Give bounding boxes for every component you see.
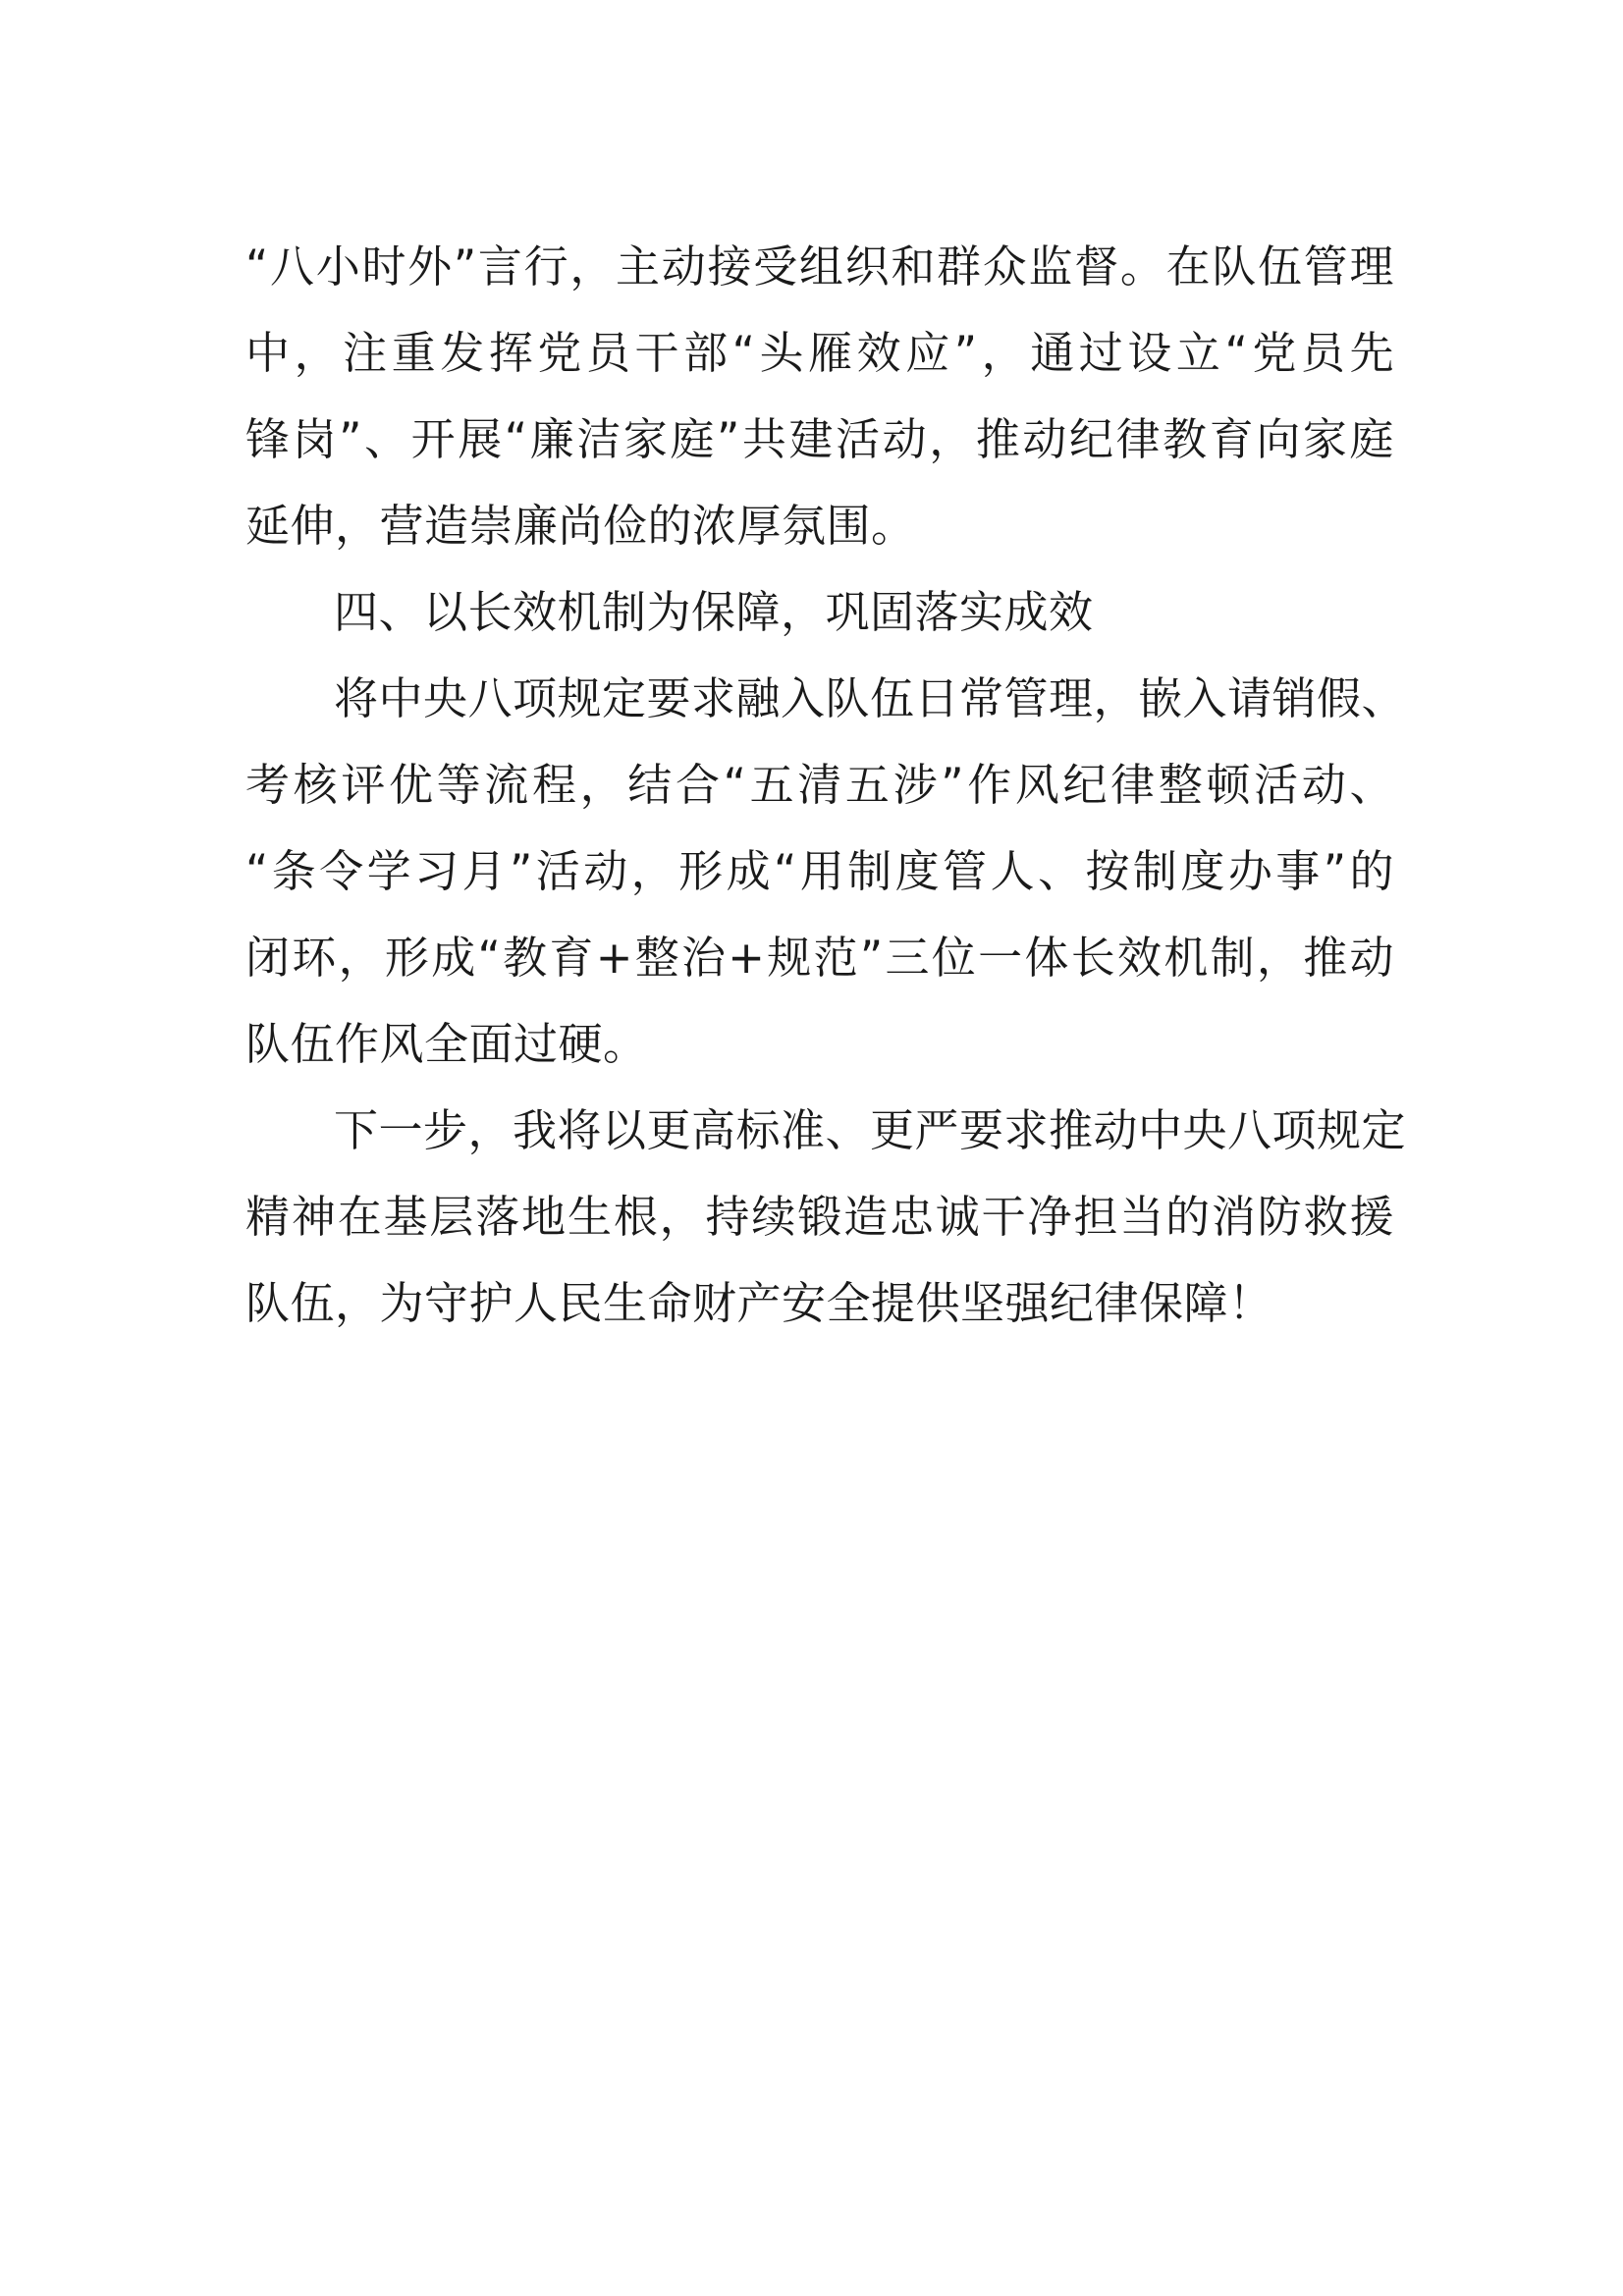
paragraph-supervision <box>245 224 1394 569</box>
text-line: 下一步，我将以更高标准、更严要求推动中央八项规定 <box>334 1104 1407 1156</box>
text-line: 精神在基层落地生根，持续锻造忠诚干净担当的消防救援 <box>245 1191 1394 1243</box>
section-heading-4: 四、以长效机制为保障，巩固落实成效 <box>334 586 1094 638</box>
text-line: 中，注重发挥党员干部“头雁效应”，通过设立“党员先 <box>245 327 1394 379</box>
text-line: 考核评优等流程，结合“五清五涉”作风纪律整顿活动、 <box>245 759 1394 811</box>
text-line: 延伸，营造崇廉尚俭的浓厚氛围。 <box>245 500 916 552</box>
text-line: 闭环，形成“教育+整治+规范”三位一体长效机制，推动 <box>245 932 1394 984</box>
text-line: “条令学习月”活动，形成“用制度管人、按制度办事”的 <box>245 845 1394 897</box>
text-line: 锋岗”、开展“廉洁家庭”共建活动，推动纪律教育向家庭 <box>245 413 1394 465</box>
text-line: 队伍作风全面过硬。 <box>245 1018 648 1070</box>
text-line: 将中央八项规定要求融入队伍日常管理，嵌入请销假、 <box>334 672 1407 724</box>
paragraph-next-step <box>245 1088 1407 1347</box>
text-line: “八小时外”言行，主动接受组织和群众监督。在队伍管理 <box>245 240 1394 293</box>
paragraph-mechanism <box>245 656 1407 1088</box>
text-line: 队伍，为守护人民生命财产安全提供坚强纪律保障！ <box>245 1277 1273 1329</box>
document-body <box>245 224 1407 1347</box>
